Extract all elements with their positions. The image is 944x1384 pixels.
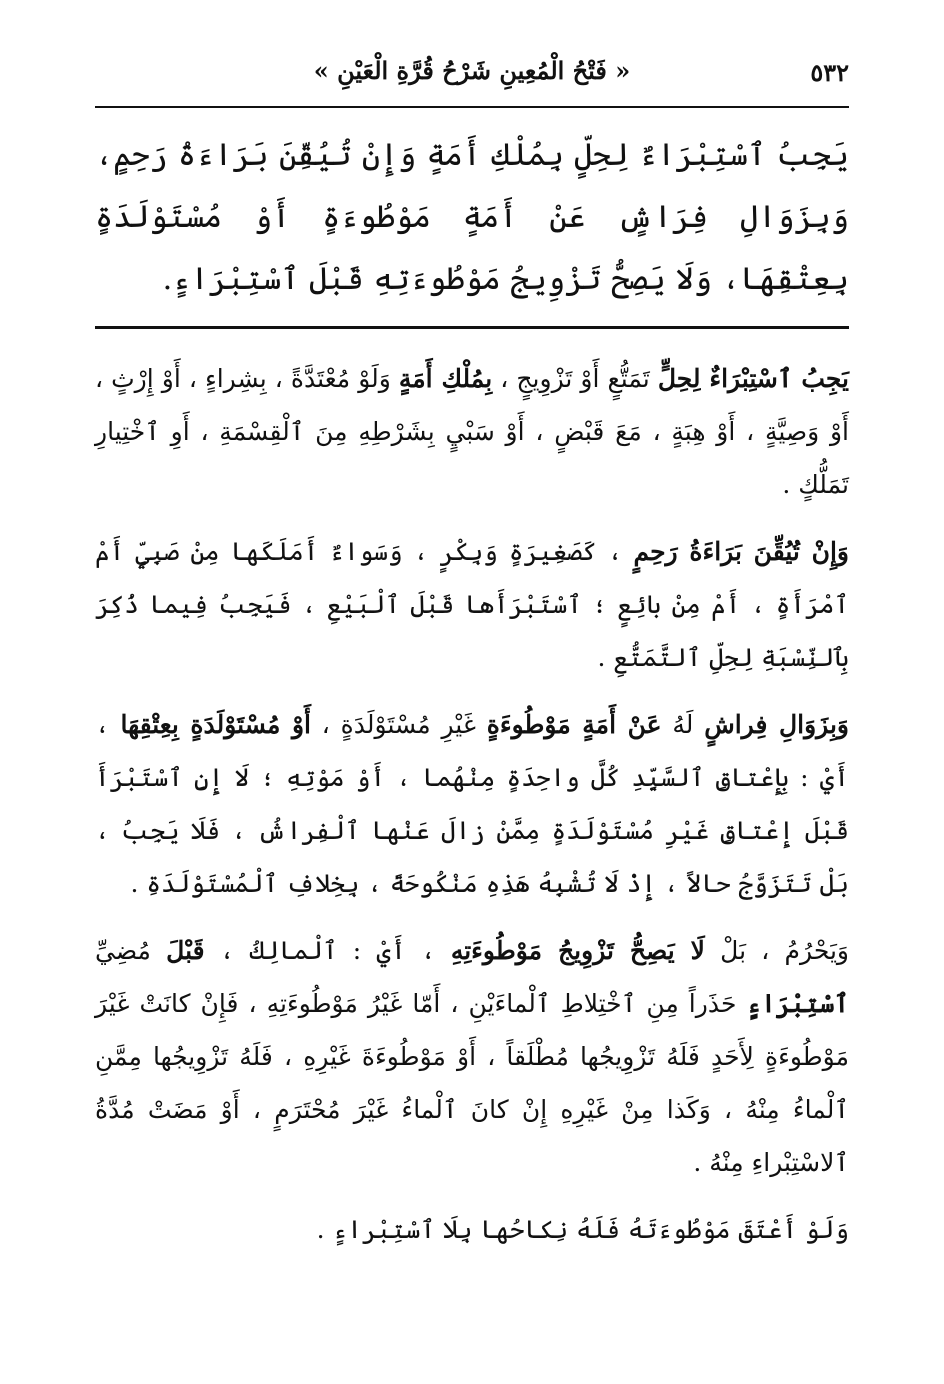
commentary-text: وَلَوْ مُعْتَدَّةً ، بِشِراءٍ ، أَوْ إِرْثٍ ، أَوْ وَصِيَّةٍ ، أَوْ هِبَةٍ ، مَعَ قَبْضٍ ، أَوْ سَبْيٍ بِشَرْطِهِ مِنَ ٱلْقِسْمَةِ ، أَوِ ٱخْتِيارِ تَمَلُّكٍ . [95, 364, 849, 499]
page-number: ٥٣٢ [810, 58, 849, 87]
commentary-text: حَذَراً مِنِ ٱخْتِلاطِ ٱلْماءَيْنِ ، أَمّا غَيْرُ مَوْطُوءَتِهِ ، فَإِنْ كانَتْ غَيْرَ مَوْطُوءَةٍ لِأَحَدٍ فَلَهُ تَزْوِيجُها مُطْلَقاً ، أَوْ مَوْطُوءَةَ غَيْرِهِ ، فَلَهُ تَزْوِيجُها مِمَّنِ ٱلْماءُ مِنْهُ ، وَكَذا مِنْ غَيْرِهِ إِنْ كانَ ٱلْماءُ غَيْرَ مُحْتَرَمٍ ، أَوْ مَضَتْ مُدَّةُ ٱلاسْتِبْراءِ مِنْهُ . [95, 989, 850, 1177]
sharh-paragraph-3 [95, 698, 849, 910]
matn-paragraph: يَجِبُ ٱسْتِبْرَاءٌ لِحِلٍّ بِمُلْكِ أَمَةٍ وَإِنْ تُيُقِّنَ بَرَاءَةُ رَحِمٍ، وَبِزَوَالِ فِرَاشٍ عَنْ أَمَةٍ مَوْطُوءَةٍ أَوْ مُسْتَوْلَدَةٍ بِعِتْقِهَا، وَلَا يَصِحُّ تَزْوِيجُ مَوْطُوءَتِهِ قَبْلَ ٱسْتِبْرَاءٍ. [95, 137, 849, 297]
running-title: « فَتْحُ الْمُعِينِ شَرْحُ قُرَّةِ الْعَيْنِ » [313, 56, 631, 85]
matn-quote: وَإِنْ تُيُقِّنَ بَرَاءَةُ رَحِمٍ [633, 537, 849, 566]
matn-quote: وَبِزَوَالِ فِراشٍ [704, 710, 849, 739]
commentary-text: تَمَتُّعٍ أَوْ تَزْوِيجٍ ، [492, 364, 658, 393]
page-header [95, 50, 849, 100]
commentary-text: ، أَيْ : ٱلْمالِكُ ، [204, 936, 451, 965]
matn-quote: لَا يَصِحُّ تَزْوِيجُ مَوْطُوءَتِهِ [450, 936, 705, 965]
commentary-text: مُضِيِّ [95, 936, 167, 965]
commentary-text: وَيَحْرُمُ ، بَلْ [704, 936, 849, 965]
header-rule [95, 106, 849, 108]
matn-quote: يَجِبُ ٱسْتِبْرَاءٌ لِحِلٍّ [657, 364, 849, 393]
matn-quote: عَنْ أَمَةٍ مَوْطُوءَةٍ [486, 710, 662, 739]
sharh-paragraph-1 [95, 352, 849, 511]
sharh-paragraph-4 [95, 924, 849, 1189]
commentary-text: ، أَيْ : بِإِعْتاقِ ٱلسَّيِّدِ كُلَّ واحِدَةٍ مِنْهُما ، أَوْ مَوْتِهِ ؛ لَا إِنِ ٱسْتَبْرَأَ قَبْلَ إِعْتاقِ غَيْرِ مُسْتَوْلَدَةٍ مِمَّنْ زالَ عَنْها ٱلْفِراشُ ، فَلَا يَجِبُ ، بَلْ تَتَزَوَّجُ حالاً ، إِذْ لَا تُشْبِهُ هَذِهِ مَنْكُوحَةً ، بِخِلافِ ٱلْمُسْتَوْلَدَةِ . [95, 710, 849, 898]
commentary-text: ، كَصَغِيرَةٍ وَبِكْرٍ ، وَسَواءٌ أَمَلَكَها مِنْ صَبِيٍّ أَمْ ٱمْرَأَةٍ ، أَمْ مِنْ بائِعٍ ؛ ٱسْتَبْرَأَها قَبْلَ ٱلْبَيْعِ ، فَيَجِبُ فِيما ذُكِرَ بِٱلنِّسْبَةِ لِحِلِّ ٱلتَّمَتُّعِ . [95, 537, 849, 672]
commentary-text: لَهُ [661, 710, 705, 739]
commentary-text: وَلَوْ أَعْتَقَ مَوْطُوءَتَهُ فَلَهُ نِكاحُها بِلَا ٱسْتِبْراءٍ . [316, 1215, 849, 1244]
commentary-text: غَيْرِ مُسْتَوْلَدَةٍ ، [310, 710, 487, 739]
section-divider [95, 326, 849, 329]
matn-quote: أَوْ مُسْتَوْلَدَةٍ بِعِتْقِهَا [120, 710, 311, 739]
matn-quote: قَبْلَ [166, 936, 205, 965]
matn-quote: ٱسْتِبْرَاءٍ [746, 989, 849, 1018]
matn-quote: بِمُلْكِ أَمَةٍ [398, 364, 493, 393]
sharh-text [95, 352, 849, 1270]
matn-text [95, 124, 849, 310]
sharh-paragraph-5 [95, 1203, 849, 1256]
sharh-paragraph-2 [95, 525, 849, 684]
